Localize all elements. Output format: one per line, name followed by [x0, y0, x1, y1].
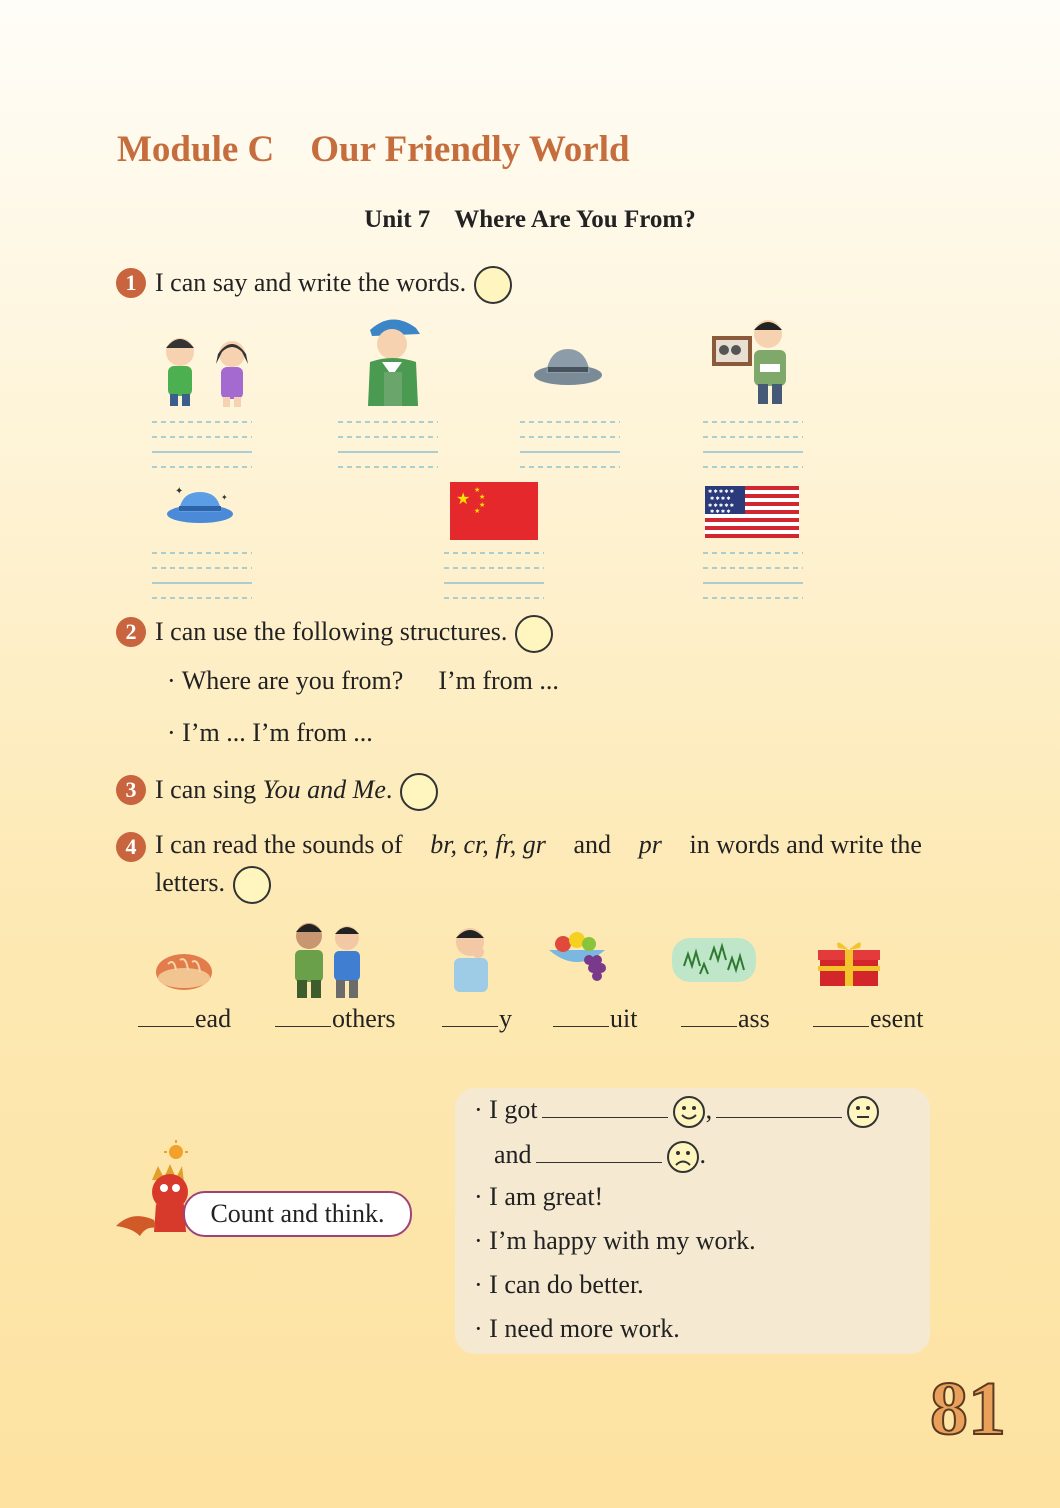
unit-name: Where Are You From?: [454, 206, 696, 233]
bread-picture: [154, 944, 214, 992]
write-lines[interactable]: [338, 420, 438, 470]
eval-option: · I need more work.: [474, 1314, 680, 1343]
module-name: Our Friendly World: [310, 129, 630, 170]
module-label: Module C: [117, 129, 275, 170]
eval-option: · I am great!: [474, 1182, 604, 1211]
item-4-statement-line2: letters.: [155, 866, 271, 904]
count-blank-neutral[interactable]: [716, 1117, 842, 1118]
word-blank-fr[interactable]: uit: [553, 1004, 637, 1034]
china-flag-picture: [450, 482, 538, 540]
eval-option: · I can do better.: [474, 1270, 644, 1299]
svg-text:★: ★: [456, 491, 471, 508]
item-4-number: 4: [116, 832, 146, 862]
item-1-text: I can say and write the words.: [155, 267, 467, 297]
word-blank-pr[interactable]: esent: [813, 1004, 923, 1034]
item-2-number: 2: [116, 617, 146, 647]
structure-question: Where are you from?: [181, 666, 404, 695]
item-2-text: I can use the following structures.: [155, 616, 508, 646]
hat-picture: [532, 345, 604, 389]
friends-picture: [150, 330, 260, 408]
sound-pr: pr: [638, 830, 662, 859]
svg-text:✦: ✦: [175, 486, 184, 497]
svg-text:✱ ✱ ✱ ✱ ✱: ✱ ✱ ✱ ✱ ✱: [708, 504, 734, 509]
present-picture: [816, 938, 882, 990]
unit-title: [0, 206, 1060, 234]
item-1-statement: [155, 266, 512, 304]
self-check-circle[interactable]: [400, 773, 438, 811]
neutral-face-icon: [846, 1095, 880, 1129]
word-blank-gr[interactable]: ass: [681, 1004, 770, 1034]
self-check-circle[interactable]: [515, 615, 553, 653]
structure-bullet: · Where are you from? I’m from ...: [167, 666, 559, 695]
sad-face-icon: [666, 1140, 700, 1174]
svg-text:★: ★: [474, 486, 481, 494]
svg-text:★: ★: [479, 501, 486, 509]
unit-label: Unit 7: [364, 206, 431, 233]
eval-count-line-2: and .: [494, 1140, 706, 1174]
svg-text:✱ ✱ ✱ ✱: ✱ ✱ ✱ ✱: [710, 510, 731, 515]
item-2-statement: [155, 615, 553, 653]
svg-text:★: ★: [479, 493, 486, 501]
module-title: [117, 128, 630, 171]
page-number: 81: [930, 1367, 1006, 1451]
structure-sentence: I’m ... I’m from ...: [182, 718, 373, 747]
speech-bubble: Count and think.: [183, 1191, 412, 1237]
word-blank-br[interactable]: ead: [138, 1004, 231, 1034]
grass-picture: [670, 934, 758, 986]
count-blank-sad[interactable]: [536, 1162, 662, 1163]
usa-flag-picture: [705, 486, 799, 538]
self-check-circle[interactable]: [233, 866, 271, 904]
smiley-face-icon: [672, 1095, 706, 1129]
item-4-statement: I can read the sounds of br, cr, fr, gr and pr in words and write the: [155, 830, 922, 859]
scout-boy-picture: [362, 314, 424, 410]
word-blank-br-2[interactable]: others: [275, 1004, 396, 1034]
sun-hat-picture: [165, 484, 235, 528]
item-3-number: 3: [116, 775, 146, 805]
brothers-picture: [287, 918, 369, 1002]
boy-with-photo-picture: [710, 314, 796, 408]
write-lines[interactable]: [703, 420, 803, 470]
item-3-statement: I can sing You and Me.: [155, 773, 438, 811]
svg-text:✦: ✦: [221, 493, 228, 502]
write-lines[interactable]: [703, 551, 803, 601]
structure-answer: I’m from ...: [438, 666, 559, 695]
fruit-picture: [545, 930, 611, 988]
item-1-number: 1: [116, 268, 146, 298]
write-lines[interactable]: [444, 551, 544, 601]
write-lines[interactable]: [152, 420, 252, 470]
svg-text:✱ ✱ ✱ ✱ ✱: ✱ ✱ ✱ ✱ ✱: [708, 490, 734, 495]
song-title: You and Me: [262, 774, 386, 804]
eval-count-line: · I got ,: [474, 1095, 880, 1129]
write-lines[interactable]: [520, 420, 620, 470]
word-blank-cr[interactable]: y: [442, 1004, 512, 1034]
eval-option: · I’m happy with my work.: [474, 1226, 756, 1255]
count-blank-happy[interactable]: [542, 1117, 668, 1118]
crying-boy-picture: [446, 922, 496, 1000]
write-lines[interactable]: [152, 551, 252, 601]
svg-text:✱ ✱ ✱ ✱: ✱ ✱ ✱ ✱: [710, 497, 731, 502]
sound-list: br, cr, fr, gr: [430, 830, 546, 859]
svg-text:★: ★: [474, 507, 481, 515]
self-check-circle[interactable]: [474, 266, 512, 304]
structure-bullet: · I’m ... I’m from ...: [167, 718, 373, 747]
